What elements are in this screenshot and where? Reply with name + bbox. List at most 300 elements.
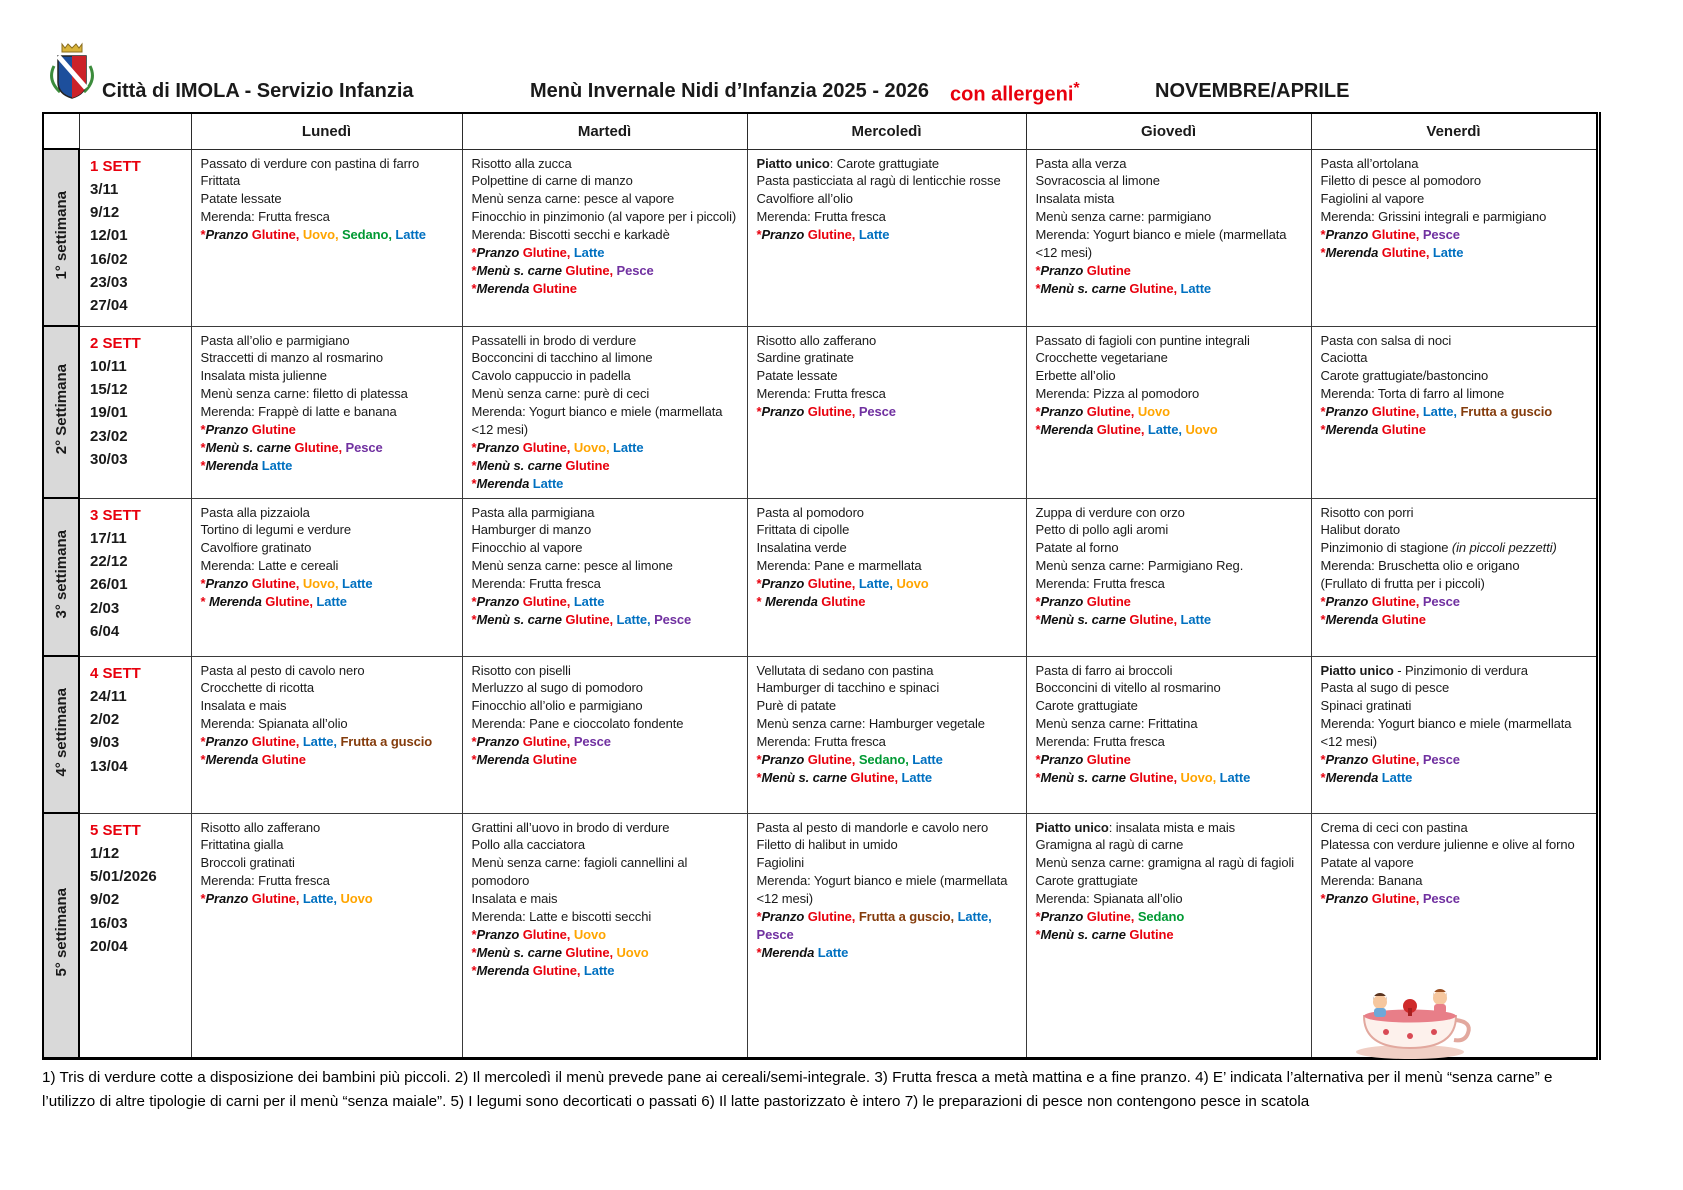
menu-line: Merenda: Latte e biscotti secchi: [471, 909, 652, 925]
week-date: 6/04: [90, 622, 120, 640]
allergen-glutine: Glutine: [1086, 594, 1131, 610]
week-date: 23/03: [90, 273, 128, 291]
menu-line: [201, 575, 455, 593]
meal-label: Merenda: [761, 945, 818, 961]
allergen-glutine: Glutine,: [1086, 909, 1135, 925]
allergen-latte: Latte,: [957, 909, 992, 925]
menu-line: Sardine gratinate: [756, 350, 854, 366]
asterisk: *: [756, 576, 762, 592]
allergen-uovo: Uovo,: [573, 440, 610, 456]
menu-line: [1036, 403, 1304, 421]
allergen-pesce: Pesce: [616, 263, 654, 279]
allergen-uovo: Uovo: [616, 945, 649, 961]
menu-line: [1321, 244, 1589, 262]
asterisk: *: [1035, 770, 1041, 786]
menu-line: Merenda: Frutta fresca: [200, 209, 330, 225]
meal-label: Pranzo: [205, 734, 252, 750]
menu-line: Cavolo cappuccio in padella: [471, 368, 631, 384]
asterisk: *: [471, 476, 477, 491]
day-header-giovedi: Giovedì: [1026, 113, 1311, 149]
day-header-martedi: Martedì: [462, 113, 747, 149]
menu-line: Platessa con verdure julienne e olive al forno: [1320, 837, 1575, 853]
menu-line: [472, 926, 740, 944]
meal-label: Menù s. carne: [1040, 281, 1130, 297]
menu-line: Insalata mista julienne: [200, 368, 327, 384]
meal-label: Merenda: [1040, 422, 1097, 438]
menu-line: [1036, 908, 1304, 926]
meal-label: Pranzo: [1325, 594, 1372, 610]
menu-line: Pasta al sugo di pesce: [1320, 680, 1450, 696]
menu-cell: [191, 656, 462, 813]
meal-label: Pranzo: [205, 891, 252, 907]
week-sidebar-label: 2° Settimana: [43, 326, 79, 498]
menu-cell: [1026, 149, 1311, 326]
week-label-cell: [79, 813, 191, 1058]
week-sidebar-label: 3° settimana: [43, 498, 79, 656]
week-date: 30/03: [90, 450, 128, 468]
asterisk: *: [1035, 404, 1041, 420]
week-number: 2 SETT: [90, 334, 141, 352]
allergen-pesce: Pesce: [1422, 752, 1460, 768]
menu-cell: [462, 498, 747, 656]
menu-line: Merenda: Yogurt bianco e miele (marmellata <12 mesi): [1320, 716, 1572, 750]
asterisk: *: [756, 227, 762, 243]
menu-line: Merenda: Frutta fresca: [756, 386, 886, 402]
meal-label: Merenda: [476, 281, 533, 297]
asterisk: *: [1035, 927, 1041, 943]
menu-line: Carote grattugiate: [1035, 873, 1138, 889]
menu-line: [757, 403, 1019, 421]
menu-cell: [462, 656, 747, 813]
menu-line: [472, 733, 740, 751]
allergen-latte: Latte: [573, 594, 605, 610]
meal-label: Menù s. carne: [1040, 770, 1130, 786]
menu-line: Crocchette vegetariane: [1035, 350, 1168, 366]
day-header-venerdi: Venerdì: [1311, 113, 1598, 149]
asterisk: *: [471, 963, 477, 978]
menu-line: [1321, 226, 1589, 244]
allergen-pesce: Pesce: [1422, 891, 1460, 907]
menu-line: Pasta alla pizzaiola: [200, 504, 310, 520]
menu-line: Merenda: Spianata all’olio: [1035, 891, 1183, 907]
allergen-latte: Latte: [532, 476, 564, 491]
menu-line: [472, 244, 740, 262]
allergen-glutine: Glutine,: [1371, 227, 1420, 243]
week-number: 5 SETT: [90, 821, 141, 839]
meal-label: Pranzo: [476, 927, 523, 943]
allergen-latte: Latte: [1180, 281, 1212, 297]
menu-line: Pasta all’ortolana: [1320, 155, 1419, 171]
menu-cell: [1311, 656, 1598, 813]
asterisk: *: [1320, 891, 1326, 907]
menu-line: Merenda: Pizza al pomodoro: [1035, 386, 1200, 402]
menu-line: Menù senza carne: Hamburger vegetale: [756, 716, 985, 732]
allergen-uovo: Uovo: [1185, 422, 1218, 438]
meal-label: Menù s. carne: [476, 263, 566, 279]
menu-cell: [191, 326, 462, 498]
allergen-glutine: Glutine,: [522, 245, 571, 261]
menu-line: [201, 890, 455, 908]
week-date: 9/03: [90, 734, 120, 752]
allergen-latte: Latte,: [1422, 404, 1457, 420]
allergen-frutta-a-guscio: Frutta a guscio: [340, 734, 433, 750]
menu-line: Merenda: Frutta fresca: [1035, 576, 1165, 592]
bold-text: Piatto unico: [1035, 819, 1109, 835]
menu-line: Menù senza carne: Frittatina: [1035, 716, 1198, 732]
week-number: 1 SETT: [90, 157, 141, 175]
meal-label: Merenda: [205, 594, 266, 610]
day-header-row: [43, 113, 1598, 149]
allergen-glutine: Glutine,: [522, 594, 571, 610]
week-date: 16/02: [90, 250, 128, 268]
asterisk: *: [200, 458, 206, 474]
menu-line: Spinaci gratinati: [1320, 698, 1412, 714]
meal-label: Pranzo: [1325, 227, 1372, 243]
asterisk: *: [200, 594, 206, 610]
asterisk: *: [471, 734, 477, 750]
menu-line: Merenda: Torta di farro al limone: [1320, 386, 1505, 402]
menu-cell: [747, 326, 1026, 498]
asterisk: *: [471, 594, 477, 610]
menu-line: Bocconcini di vitello al rosmarino: [1035, 680, 1221, 696]
asterisk: *: [1320, 422, 1326, 438]
menu-line: Hamburger di tacchino e spinaci: [756, 680, 940, 696]
menu-cell: [1026, 813, 1311, 1058]
allergen-glutine: Glutine,: [807, 227, 856, 243]
menu-line: [1036, 262, 1304, 280]
menu-line: [1321, 769, 1589, 787]
allergen-sedano: Sedano,: [341, 227, 392, 243]
menu-line: Filetto di halibut in umido: [756, 837, 898, 853]
allergen-latte: Latte: [341, 576, 373, 592]
allergen-latte: Latte: [261, 458, 293, 474]
menu-line: Risotto allo zafferano: [200, 819, 321, 835]
menu-line: Passatelli in brodo di verdure: [471, 332, 637, 348]
asterisk: *: [471, 752, 477, 768]
allergen-glutine: Glutine,: [1381, 245, 1430, 261]
week-row: [43, 326, 1598, 498]
menu-line: [201, 457, 455, 475]
organization-title: Città di IMOLA - Servizio Infanzia: [102, 80, 414, 102]
allergen-latte: Latte: [858, 227, 890, 243]
allergen-latte: Latte: [1381, 770, 1413, 786]
allergen-uovo: Uovo: [1137, 404, 1170, 420]
allergen-glutine: Glutine,: [522, 440, 571, 456]
allergen-latte: Latte: [1432, 245, 1464, 261]
allergen-latte: Latte: [395, 227, 426, 243]
meal-label: Menù s. carne: [476, 945, 566, 961]
asterisk: *: [756, 752, 762, 768]
menu-cell: [747, 656, 1026, 813]
asterisk: *: [756, 404, 762, 420]
menu-cell: [747, 498, 1026, 656]
week-label-cell: [79, 326, 191, 498]
menu-line: Carote grattugiate: [1035, 698, 1138, 714]
menu-line: Cavolfiore all’olio: [756, 191, 853, 207]
allergen-latte: Latte: [583, 963, 615, 978]
menu-cell: [1026, 498, 1311, 656]
allergen-pesce: Pesce: [756, 927, 794, 943]
menu-line: Merluzzo al sugo di pomodoro: [471, 680, 643, 696]
menu-line: [1036, 769, 1304, 787]
menu-cell: [747, 149, 1026, 326]
meal-label: Pranzo: [1040, 404, 1087, 420]
allergen-glutine: Glutine: [565, 458, 610, 474]
menu-line: Frittata: [200, 173, 241, 189]
allergen-glutine: Glutine,: [565, 612, 613, 628]
menu-line: [757, 908, 1019, 944]
week-row: [43, 498, 1598, 656]
menu-line: Merenda: Grissini integrali e parmigiano: [1320, 209, 1547, 225]
menu-line: Finocchio in pinzimonio (al vapore per i piccoli): [471, 209, 737, 225]
meal-label: Pranzo: [1325, 891, 1372, 907]
menu-line: Pasta di farro ai broccoli: [1035, 662, 1173, 678]
menu-line: [757, 155, 1019, 173]
allergen-glutine: Glutine: [1381, 612, 1426, 628]
meal-label: Pranzo: [761, 576, 808, 592]
menu-line: [472, 439, 740, 457]
menu-line: Menù senza carne: purè di ceci: [471, 386, 650, 402]
menu-line: [1321, 593, 1589, 611]
menu-line: Pollo alla cacciatora: [471, 837, 586, 853]
menu-line: Fagiolini al vapore: [1320, 191, 1425, 207]
meal-label: Menù s. carne: [1040, 612, 1130, 628]
menu-line: Menù senza carne: gramigna al ragù di fagioli: [1035, 855, 1295, 871]
allergen-frutta-a-guscio: Frutta a guscio,: [858, 909, 955, 925]
meal-label: Merenda: [1325, 422, 1382, 438]
menu-line: Cavolfiore gratinato: [200, 540, 312, 556]
allergen-latte: Latte: [1219, 770, 1251, 786]
meal-label: Merenda: [476, 963, 533, 978]
menu-line: Merenda: Latte e cereali: [200, 558, 339, 574]
menu-line: [472, 457, 740, 475]
meal-label: Pranzo: [761, 752, 808, 768]
allergen-asterisk: *: [1073, 80, 1080, 97]
menu-line: Patate al vapore: [1320, 855, 1414, 871]
menu-line: Pasta al pomodoro: [756, 504, 864, 520]
asterisk: *: [471, 245, 477, 261]
menu-line: Merenda: Frappè di latte e banana: [200, 404, 397, 420]
allergen-sedano: Sedano,: [858, 752, 909, 768]
week-number: 3 SETT: [90, 506, 141, 524]
menu-line: [472, 962, 740, 980]
meal-label: Pranzo: [761, 227, 808, 243]
allergen-uovo: Uovo: [340, 891, 373, 907]
allergen-glutine: Glutine: [1086, 263, 1131, 279]
menu-line: Risotto allo zafferano: [756, 332, 877, 348]
allergen-uovo: Uovo: [896, 576, 929, 592]
allergen-pesce: Pesce: [573, 734, 611, 750]
allergen-uovo: Uovo,: [1180, 770, 1217, 786]
asterisk: *: [471, 263, 477, 279]
week-sidebar-label: 1° settimana: [43, 149, 79, 326]
meal-label: Merenda: [1325, 612, 1382, 628]
menu-line: Purè di patate: [756, 698, 837, 714]
allergen-glutine: Glutine,: [1096, 422, 1145, 438]
meal-label: Pranzo: [476, 245, 523, 261]
menu-line: Frittata di cipolle: [756, 522, 850, 538]
menu-line: [1321, 662, 1589, 680]
asterisk: *: [471, 440, 477, 456]
menu-cell: [191, 498, 462, 656]
week-date: 10/11: [90, 357, 127, 375]
asterisk: *: [1320, 594, 1326, 610]
menu-line: [1321, 890, 1589, 908]
meal-label: Pranzo: [1040, 263, 1087, 279]
menu-line: [1321, 539, 1589, 557]
menu-line: Merenda: Frutta fresca: [1035, 734, 1165, 750]
menu-line: Insalata e mais: [471, 891, 558, 907]
menu-line: Tortino di legumi e verdure: [200, 522, 351, 538]
allergen-uovo: Uovo: [573, 927, 606, 943]
menu-line: Merenda: Yogurt bianco e miele (marmellata <12 mesi): [471, 404, 723, 438]
meal-label: Merenda: [1325, 770, 1382, 786]
menu-line: [757, 769, 1019, 787]
menu-line: Filetto di pesce al pomodoro: [1320, 173, 1482, 189]
menu-line: Merenda: Spianata all’olio: [200, 716, 348, 732]
week-date: 5/01/2026: [90, 868, 157, 885]
menu-line: [1321, 611, 1589, 629]
menu-line: Merenda: Pane e marmellata: [756, 558, 922, 574]
menu-line: Risotto alla zucca: [471, 155, 572, 171]
allergen-glutine: Glutine,: [565, 263, 613, 279]
menu-line: [1036, 280, 1304, 298]
menu-line: Gramigna al ragù di carne: [1035, 837, 1184, 853]
allergen-sedano: Sedano: [1137, 909, 1185, 925]
week-date: 23/02: [90, 427, 128, 445]
allergen-pesce: Pesce: [654, 612, 692, 628]
week-date: 2/02: [90, 711, 120, 728]
meal-label: Merenda: [761, 594, 822, 610]
meal-label: Merenda: [476, 476, 533, 491]
allergen-glutine: Glutine,: [807, 909, 856, 925]
asterisk: *: [1035, 612, 1041, 628]
asterisk: *: [1035, 281, 1041, 297]
week-date: 9/02: [90, 891, 120, 909]
empty-corner-cell: [43, 113, 79, 149]
allergen-glutine: Glutine,: [565, 945, 613, 961]
menu-line: Patate lessate: [756, 368, 838, 384]
meal-label: Menù s. carne: [476, 458, 566, 474]
menu-line: Menù senza carne: Parmigiano Reg.: [1035, 558, 1244, 574]
meal-label: Pranzo: [1040, 752, 1087, 768]
menu-line: Merenda: Frutta fresca: [200, 873, 330, 889]
menu-line: Menù senza carne: fagioli cannellini al pomodoro: [471, 855, 688, 889]
text-run: : Carote grattugiate: [829, 155, 939, 171]
menu-line: Menù senza carne: pesce al vapore: [471, 191, 675, 207]
asterisk: *: [756, 945, 762, 961]
meal-label: Merenda: [476, 752, 533, 768]
asterisk: *: [200, 752, 206, 768]
asterisk: *: [1320, 752, 1326, 768]
text-run: Pinzimonio di stagione: [1320, 540, 1452, 556]
menu-line: [472, 593, 740, 611]
asterisk: *: [756, 594, 762, 610]
menu-line: Menù senza carne: filetto di platessa: [200, 386, 408, 402]
allergen-glutine: Glutine,: [265, 594, 313, 610]
meal-label: Pranzo: [205, 422, 252, 438]
meal-label: Pranzo: [476, 734, 523, 750]
menu-line: Fagiolini: [756, 855, 805, 871]
menu-line: [472, 475, 740, 493]
week-date: 26/01: [90, 576, 128, 594]
week-date: 12/01: [90, 227, 128, 245]
allergen-latte: Latte: [912, 752, 943, 768]
asterisk: *: [1035, 909, 1041, 925]
asterisk: *: [200, 422, 206, 438]
asterisk: *: [200, 734, 206, 750]
menu-line: Polpettine di carne di manzo: [471, 173, 633, 189]
allergen-glutine: Glutine,: [1129, 281, 1177, 297]
menu-line: [472, 611, 740, 629]
menu-line: [472, 944, 740, 962]
meal-label: Merenda: [205, 458, 262, 474]
allergen-glutine: Glutine: [251, 422, 296, 438]
menu-line: Pasta alla parmigiana: [471, 504, 595, 520]
menu-cell: [1026, 326, 1311, 498]
menu-cell: [191, 813, 462, 1058]
day-header-lunedi: Lunedì: [191, 113, 462, 149]
weekly-menu-table: [42, 112, 1601, 1060]
allergen-glutine: Glutine: [532, 752, 577, 768]
menu-line: Pasta all’olio e parmigiano: [200, 332, 350, 348]
allergen-latte: Latte,: [858, 576, 893, 592]
meal-label: Menù s. carne: [476, 612, 566, 628]
menu-line: Caciotta: [1320, 350, 1368, 366]
meal-label: Pranzo: [1325, 404, 1372, 420]
menu-line: Patate lessate: [200, 191, 282, 207]
asterisk: *: [200, 576, 206, 592]
menu-line: Merenda: Yogurt bianco e miele (marmellata <12 mesi): [756, 873, 1008, 907]
meal-label: Merenda: [1325, 245, 1382, 261]
asterisk: *: [200, 891, 206, 907]
meal-label: Pranzo: [1325, 752, 1372, 768]
asterisk: *: [1035, 752, 1041, 768]
menu-line: [757, 575, 1019, 593]
menu-line: [757, 751, 1019, 769]
asterisk: *: [471, 458, 477, 474]
week-sidebar-label: 5° settimana: [43, 813, 79, 1058]
bold-text: Piatto unico: [756, 155, 830, 171]
allergen-uovo: Uovo,: [302, 576, 339, 592]
menu-line: Merenda: Frutta fresca: [471, 576, 601, 592]
day-header-mercoledi: Mercoledì: [747, 113, 1026, 149]
allergen-glutine: Glutine,: [251, 576, 300, 592]
menu-line: [472, 262, 740, 280]
meal-label: Merenda: [205, 752, 262, 768]
menu-line: [201, 751, 455, 769]
asterisk: *: [200, 227, 206, 243]
allergen-glutine: Glutine: [1129, 927, 1174, 943]
menu-line: Crema di ceci con pastina: [1320, 819, 1468, 835]
menu-line: Straccetti di manzo al rosmarino: [200, 350, 383, 366]
allergen-glutine: Glutine,: [850, 770, 898, 786]
allergen-glutine: Glutine,: [1371, 404, 1420, 420]
menu-line: Halibut dorato: [1320, 522, 1401, 538]
allergen-glutine: Glutine,: [522, 734, 571, 750]
allergen-glutine: Glutine: [261, 752, 306, 768]
week-date: 24/11: [90, 687, 127, 705]
menu-line: Broccoli gratinati: [200, 855, 295, 871]
meal-label: Pranzo: [476, 594, 523, 610]
asterisk: *: [471, 945, 477, 961]
asterisk: *: [756, 770, 762, 786]
text-run: - Pinzimonio di verdura: [1393, 662, 1528, 678]
footer-notes: 1) Tris di verdure cotte a disposizione dei bambini più piccoli. 2) Il mercoledì il menù prevede pane ai cereali/semi-integrale. 3) Frutta fresca a metà mattina e a fine pranzo. 4) E’ indicata l’alternativa per il menù “senza carne” e l’utilizzo di altre tipologie di carni per il menù “senza maiale”. 5) I legumi sono decorticati o passati 6) Il latte pastorizzato è intero 7) le preparazioni di pesce non contengono pesce in scatola: [42, 1069, 1553, 1110]
week-date: 19/01: [90, 404, 128, 422]
menu-line: Sovracoscia al limone: [1035, 173, 1160, 189]
allergen-pesce: Pesce: [1422, 594, 1460, 610]
